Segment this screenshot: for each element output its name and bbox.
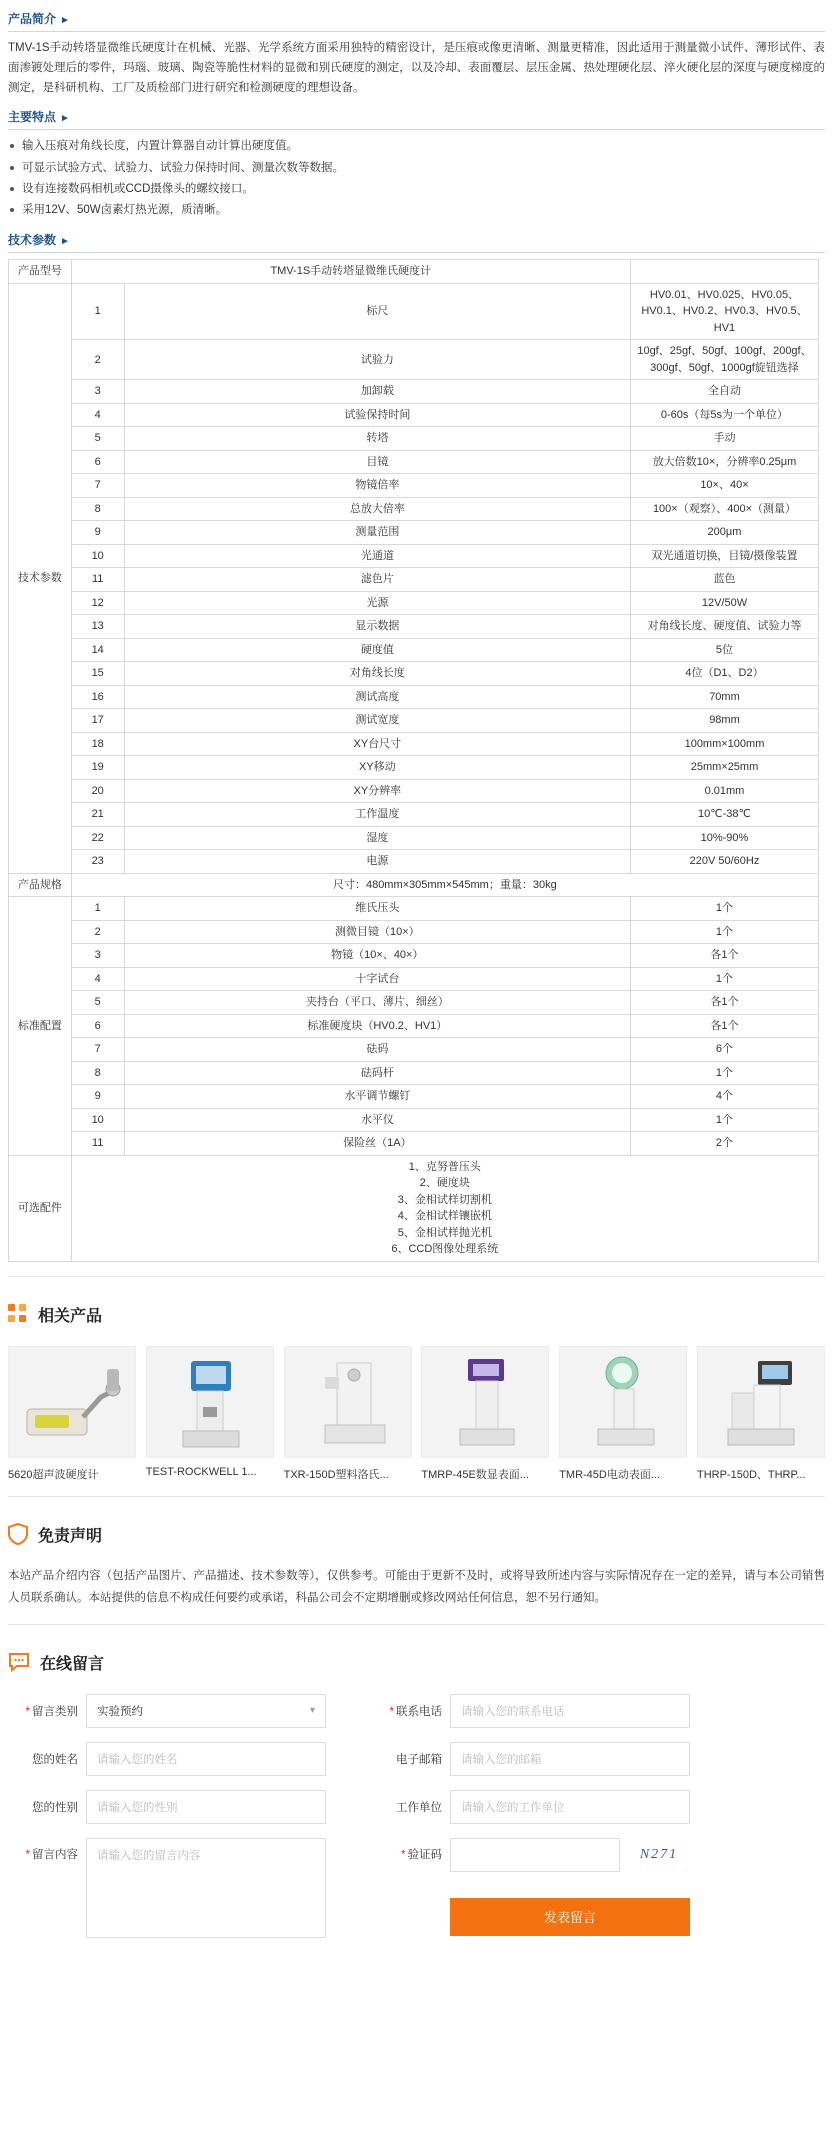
block-header-related	[8, 1303, 825, 1336]
table-row	[9, 826, 819, 850]
email-input[interactable]: 请输入您的邮箱	[450, 1742, 690, 1776]
optional-label: 可选配件	[9, 1155, 72, 1261]
table-row	[9, 779, 819, 803]
cfg-qty: 4个	[630, 1085, 818, 1109]
cfg-index: 5	[71, 991, 124, 1015]
row-value: 对角线长度、硬度值、试验力等	[630, 615, 818, 639]
message-title: 在线留言	[40, 1655, 105, 1673]
cfg-index: 1	[71, 897, 124, 921]
digital-surface-tester-illustration	[422, 1347, 549, 1458]
row-name: 测试高度	[124, 685, 630, 709]
cfg-name: 维氏压头	[124, 897, 630, 921]
row-value: 4位（D1、D2）	[630, 662, 818, 686]
cfg-index: 10	[71, 1108, 124, 1132]
row-index: 23	[71, 850, 124, 874]
product-caption: TXR-150D塑料洛氏...	[283, 1468, 389, 1481]
table-row	[9, 732, 819, 756]
dial-surface-tester-illustration	[560, 1347, 687, 1458]
product-caption: THRP-150D、THRP...	[696, 1468, 806, 1481]
table-row	[9, 1061, 819, 1085]
required-mark: *	[401, 1848, 406, 1861]
row-index: 11	[71, 568, 124, 592]
product-card[interactable]	[559, 1346, 687, 1482]
chevron-right-icon: ►	[60, 113, 70, 125]
table-row	[9, 756, 819, 780]
section-title-features: 主要特点	[8, 110, 57, 125]
cfg-name: 保险丝（1A）	[124, 1132, 630, 1156]
row-index: 12	[71, 591, 124, 615]
row-value: 12V/50W	[630, 591, 818, 615]
table-row	[9, 1014, 819, 1038]
cfg-name: 标准硬度块（HV0.2、HV1）	[124, 1014, 630, 1038]
product-card[interactable]	[284, 1346, 412, 1482]
table-row	[9, 568, 819, 592]
row-value: 98mm	[630, 709, 818, 733]
row-index: 6	[71, 450, 124, 474]
cfg-qty: 6个	[630, 1038, 818, 1062]
cfg-name: 水平调节螺钉	[124, 1085, 630, 1109]
optional-item: 4、金相试样镶嵌机	[397, 1210, 492, 1223]
table-row	[9, 474, 819, 498]
standard-cfg-label: 标准配置	[9, 897, 72, 1156]
cfg-index: 2	[71, 920, 124, 944]
rockwell-tester-illustration	[147, 1347, 274, 1458]
optional-item: 2、硬度块	[419, 1177, 470, 1190]
captcha-label	[372, 1838, 442, 1862]
product-spec-label: 产品规格	[9, 873, 72, 897]
row-index: 13	[71, 615, 124, 639]
product-caption: 5620超声波硬度计	[8, 1468, 99, 1481]
row-value: 100×（观察）、400×（测量）	[630, 497, 818, 521]
cfg-index: 11	[71, 1132, 124, 1156]
row-value: 放大倍数10×，分辨率0.25μm	[630, 450, 818, 474]
plastic-rockwell-tester-illustration	[285, 1347, 412, 1458]
message-form	[0, 1694, 833, 1938]
product-card[interactable]	[8, 1346, 136, 1482]
product-caption: TEST-ROCKWELL 1...	[145, 1465, 257, 1478]
company-input[interactable]: 请输入您的工作单位	[450, 1790, 690, 1824]
category-label	[8, 1703, 78, 1719]
product-image	[284, 1346, 412, 1458]
table-row	[9, 403, 819, 427]
row-name: 光通道	[124, 544, 630, 568]
optional-item: 5、金相试样抛光机	[397, 1226, 492, 1239]
table-row	[9, 1108, 819, 1132]
cfg-qty: 1个	[630, 967, 818, 991]
row-index: 15	[71, 662, 124, 686]
required-mark: *	[25, 1848, 30, 1861]
section-header-intro	[8, 10, 825, 32]
row-index: 21	[71, 803, 124, 827]
optional-items	[71, 1155, 818, 1261]
cfg-name: 水平仪	[124, 1108, 630, 1132]
disclaimer-text: 本站产品介绍内容（包括产品图片、产品描述、技术参数等），仅供参考。可能由于更新不及时，或将导致所述内容与实际情况存在一定的差异，请与本公司销售人员联系确认。本站提供的信息不构成任何要约或承诺，科晶公司会不定期增删或修改网站任何信息，恕不另行通知。	[8, 1569, 825, 1604]
product-card[interactable]	[146, 1346, 274, 1482]
row-name: 标尺	[124, 283, 630, 340]
required-mark: *	[25, 1705, 30, 1718]
model-label: 产品型号	[9, 260, 72, 284]
row-value: 70mm	[630, 685, 818, 709]
row-name: 硬度值	[124, 638, 630, 662]
table-row	[9, 380, 819, 404]
row-name: 测试宽度	[124, 709, 630, 733]
product-image	[559, 1346, 687, 1458]
row-index: 1	[71, 283, 124, 340]
cfg-qty: 各1个	[630, 944, 818, 968]
row-index: 4	[71, 403, 124, 427]
label-text: 留言内容	[32, 1848, 78, 1861]
content-label	[8, 1838, 78, 1862]
row-name: XY台尺寸	[124, 732, 630, 756]
row-index: 14	[71, 638, 124, 662]
table-row	[9, 450, 819, 474]
row-name: 试验力	[124, 340, 630, 380]
row-name: 对角线长度	[124, 662, 630, 686]
row-value: 10gf、25gf、50gf、100gf、200gf、300gf、50gf、1000gf旋钮选择	[630, 340, 818, 380]
row-value: 220V 50/60Hz	[630, 850, 818, 874]
cfg-qty: 1个	[630, 1108, 818, 1132]
row-index: 10	[71, 544, 124, 568]
row-value: 双光通道切换，目镜/摄像装置	[630, 544, 818, 568]
cfg-qty: 1个	[630, 1061, 818, 1085]
row-name: 电源	[124, 850, 630, 874]
divider	[8, 1624, 825, 1625]
product-image	[697, 1346, 825, 1458]
category-value: 实验预约	[97, 1705, 143, 1718]
product-image	[146, 1346, 274, 1458]
row-index: 2	[71, 340, 124, 380]
row-value: 100mm×100mm	[630, 732, 818, 756]
optional-item: 3、金相试样切割机	[397, 1193, 492, 1206]
optional-item: 6、CCD图像处理系统	[391, 1243, 499, 1256]
table-row	[9, 260, 819, 284]
row-value: 10%-90%	[630, 826, 818, 850]
gender-label: 您的性别	[32, 1801, 78, 1814]
row-index: 22	[71, 826, 124, 850]
row-index: 19	[71, 756, 124, 780]
row-name: 工作温度	[124, 803, 630, 827]
table-row	[9, 1132, 819, 1156]
cfg-qty: 各1个	[630, 991, 818, 1015]
intro-paragraph: TMV-1S手动转塔显微维氏硬度计在机械、光器、光学系统方面采用独特的精密设计，是压痕或像更清晰、测量更精准，因此适用于测量微小试件、薄形试件、表面渗镀处理后的零件，玛瑙、玻璃、陶瓷等脆性材料的显微和别氏硬度的测定，以及冷却、表面覆层、层压金属、热处理硬化层、淬火硬化层的深度与硬度梯度的测定，是科研机构、工厂及质检部门进行研究和检测硬度的理想设备。	[8, 42, 825, 95]
submit-button[interactable]: 发表留言	[450, 1898, 690, 1936]
table-row	[9, 850, 819, 874]
phone-label	[372, 1703, 442, 1719]
product-image	[421, 1346, 549, 1458]
product-caption: TMRP-45E数显表面...	[421, 1468, 529, 1481]
row-name: XY分辨率	[124, 779, 630, 803]
list-item: 设有连接数码相机或CCD摄像头的螺纹接口。	[8, 179, 825, 200]
chevron-right-icon: ►	[60, 15, 70, 26]
optional-item: 1、克努普压头	[408, 1160, 481, 1173]
cfg-index: 6	[71, 1014, 124, 1038]
related-title: 相关产品	[38, 1307, 103, 1325]
row-name: 目镜	[124, 450, 630, 474]
product-spec-value: 尺寸：480mm×305mm×545mm；重量：30kg	[71, 873, 818, 897]
grid-icon	[8, 1304, 28, 1324]
row-name: 湿度	[124, 826, 630, 850]
cfg-name: 十字试台	[124, 967, 630, 991]
row-name: 光源	[124, 591, 630, 615]
captcha-input[interactable]	[450, 1838, 620, 1872]
row-name: 总放大倍率	[124, 497, 630, 521]
row-index: 9	[71, 521, 124, 545]
model-empty	[630, 260, 818, 284]
company-label: 工作单位	[396, 1801, 442, 1814]
divider	[8, 1496, 825, 1497]
row-index: 7	[71, 474, 124, 498]
related-products-list	[8, 1346, 825, 1482]
cfg-index: 4	[71, 967, 124, 991]
table-row	[9, 283, 819, 340]
row-value: 5位	[630, 638, 818, 662]
product-detail-page	[0, 10, 833, 1968]
cfg-name: 物镜（10×、40×）	[124, 944, 630, 968]
table-row	[9, 1085, 819, 1109]
row-name: 加卸载	[124, 380, 630, 404]
captcha-area	[450, 1838, 690, 1936]
row-index: 8	[71, 497, 124, 521]
row-name: 转塔	[124, 427, 630, 451]
tech-label: 技术参数	[9, 283, 72, 873]
cfg-index: 3	[71, 944, 124, 968]
shield-icon	[8, 1523, 28, 1545]
cfg-qty: 1个	[630, 920, 818, 944]
phone-input[interactable]: 请输入您的联系电话	[450, 1694, 690, 1728]
table-row	[9, 497, 819, 521]
product-card[interactable]	[421, 1346, 549, 1482]
captcha-image[interactable]: N271	[628, 1840, 690, 1870]
cfg-qty: 1个	[630, 897, 818, 921]
row-name: 滤色片	[124, 568, 630, 592]
section-header-params	[8, 231, 825, 253]
row-value: 25mm×25mm	[630, 756, 818, 780]
cfg-name: 测微目镜（10×）	[124, 920, 630, 944]
gender-input[interactable]: 请输入您的性别	[86, 1790, 326, 1824]
list-item: 采用12V、50W卤素灯热光源，质清晰。	[8, 200, 825, 221]
list-item: 可显示试验方式、试验力、试验力保持时间、测量次数等数据。	[8, 158, 825, 179]
table-row	[9, 638, 819, 662]
row-name: XY移动	[124, 756, 630, 780]
table-row	[9, 897, 819, 921]
cfg-qty: 2个	[630, 1132, 818, 1156]
table-row	[9, 967, 819, 991]
cfg-name: 砝码杆	[124, 1061, 630, 1085]
row-value: 0.01mm	[630, 779, 818, 803]
content-textarea[interactable]: 请输入您的留言内容	[86, 1838, 326, 1938]
chat-icon	[8, 1652, 30, 1672]
email-label: 电子邮箱	[396, 1753, 442, 1766]
row-value: 10℃-38℃	[630, 803, 818, 827]
row-index: 20	[71, 779, 124, 803]
row-value: 手动	[630, 427, 818, 451]
section-title-params: 技术参数	[8, 233, 57, 248]
divider	[8, 1276, 825, 1277]
section-header-features	[8, 108, 825, 130]
table-row	[9, 591, 819, 615]
block-header-disclaimer	[8, 1523, 825, 1556]
model-value: TMV-1S手动转塔显微维氏硬度计	[71, 260, 630, 284]
table-row	[9, 873, 819, 897]
table-row	[9, 427, 819, 451]
row-value: 200μm	[630, 521, 818, 545]
cfg-name: 夹持台（平口、薄片、细丝）	[124, 991, 630, 1015]
table-row	[9, 340, 819, 380]
name-label: 您的姓名	[32, 1753, 78, 1766]
label-text: 验证码	[407, 1848, 442, 1861]
section-title-intro: 产品简介	[8, 12, 57, 26]
row-name: 试验保持时间	[124, 403, 630, 427]
row-value: 全自动	[630, 380, 818, 404]
table-row	[9, 544, 819, 568]
table-row	[9, 944, 819, 968]
rockwell-large-tester-illustration	[698, 1347, 825, 1458]
table-row	[9, 1155, 819, 1261]
row-name: 测量范围	[124, 521, 630, 545]
label-text: 联系电话	[396, 1705, 442, 1718]
table-row	[9, 521, 819, 545]
row-value: 0-60s（每5s为一个单位）	[630, 403, 818, 427]
product-caption: TMR-45D电动表面...	[559, 1468, 661, 1481]
table-row	[9, 1038, 819, 1062]
cfg-index: 7	[71, 1038, 124, 1062]
row-value: 蓝色	[630, 568, 818, 592]
label-text: 留言类别	[32, 1705, 78, 1718]
features-list	[8, 136, 825, 221]
cfg-name: 砝码	[124, 1038, 630, 1062]
row-value: 10×、40×	[630, 474, 818, 498]
table-row	[9, 662, 819, 686]
handheld-hardness-tester-illustration	[9, 1347, 136, 1458]
spec-table	[8, 259, 819, 1262]
cfg-qty: 各1个	[630, 1014, 818, 1038]
table-row	[9, 685, 819, 709]
row-index: 17	[71, 709, 124, 733]
disclaimer-title: 免责声明	[38, 1527, 103, 1545]
row-index: 3	[71, 380, 124, 404]
row-index: 18	[71, 732, 124, 756]
row-index: 16	[71, 685, 124, 709]
category-select[interactable]	[86, 1694, 326, 1728]
row-name: 物镜倍率	[124, 474, 630, 498]
row-index: 5	[71, 427, 124, 451]
chevron-right-icon: ►	[60, 236, 70, 248]
list-item: 输入压痕对角线长度，内置计算器自动计算出硬度值。	[8, 136, 825, 157]
block-header-message	[8, 1651, 825, 1684]
table-row	[9, 709, 819, 733]
required-mark: *	[389, 1705, 394, 1718]
table-row	[9, 615, 819, 639]
row-name: 显示数据	[124, 615, 630, 639]
row-value: HV0.01、HV0.025、HV0.05、HV0.1、HV0.2、HV0.3、HV0.5、HV1	[630, 283, 818, 340]
product-card[interactable]	[697, 1346, 825, 1482]
cfg-index: 8	[71, 1061, 124, 1085]
chevron-down-icon: ▾	[309, 1705, 315, 1717]
table-row	[9, 991, 819, 1015]
product-image	[8, 1346, 136, 1458]
name-input[interactable]: 请输入您的姓名	[86, 1742, 326, 1776]
table-row	[9, 920, 819, 944]
cfg-index: 9	[71, 1085, 124, 1109]
table-row	[9, 803, 819, 827]
